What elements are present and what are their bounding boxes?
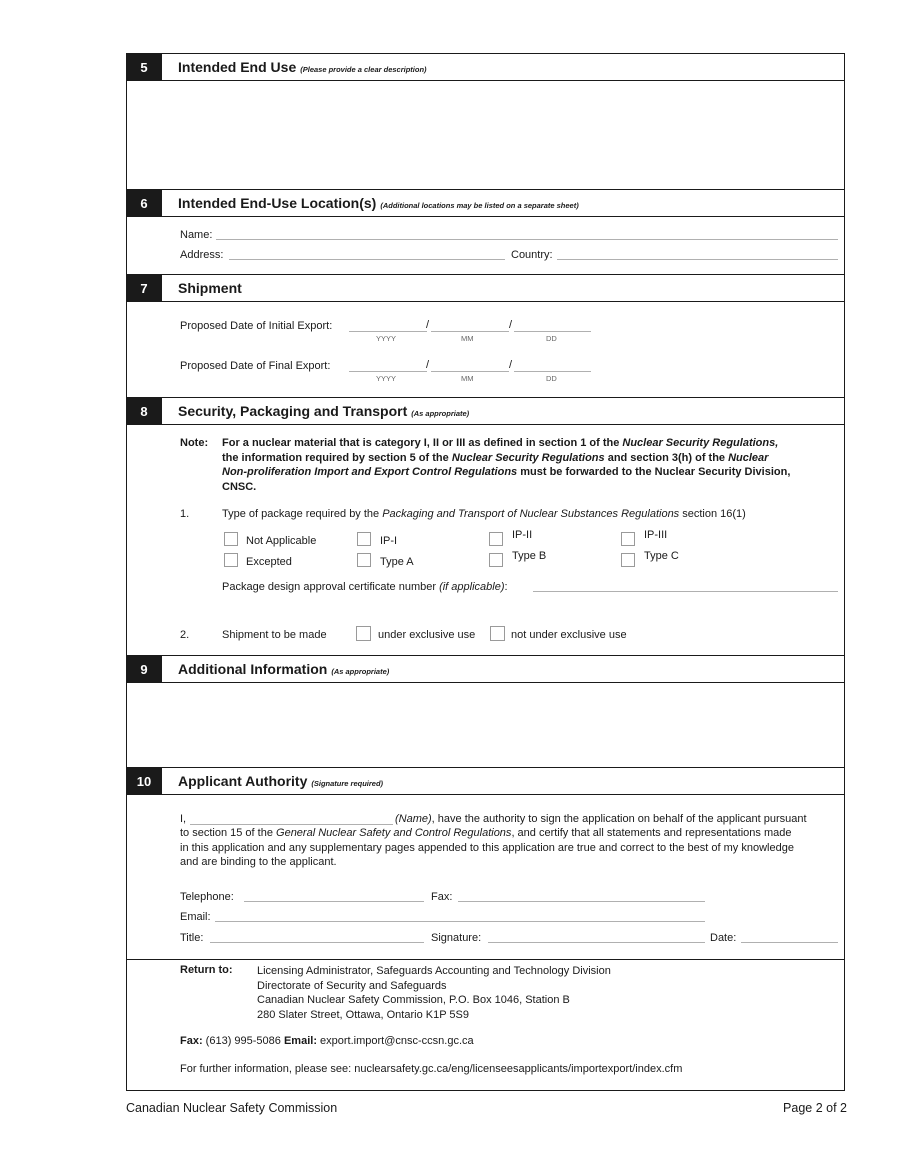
type-a-label: Type A <box>380 556 414 568</box>
date-slash: / <box>509 359 513 371</box>
dd-hint: DD <box>546 374 557 383</box>
telephone-label: Telephone: <box>180 891 234 903</box>
email-field[interactable] <box>215 921 705 922</box>
signature-field[interactable] <box>488 942 705 943</box>
note-label: Note: <box>180 437 209 449</box>
name-field[interactable] <box>216 239 838 240</box>
type-c-checkbox[interactable] <box>621 553 635 567</box>
section-title: Security, Packaging and Transport (As appropriate) <box>178 403 470 419</box>
exclusive-use-checkbox[interactable] <box>356 626 371 641</box>
date-slash: / <box>426 319 430 331</box>
date-slash: / <box>426 359 430 371</box>
initial-export-label: Proposed Date of Initial Export: <box>180 320 333 332</box>
section-title: Additional Information (As appropriate) <box>178 661 390 677</box>
country-label: Country: <box>511 249 553 261</box>
initial-day-field[interactable] <box>514 331 591 332</box>
section-title: Shipment <box>178 280 242 296</box>
final-month-field[interactable] <box>431 371 509 372</box>
authority-line-1: (Name), have the authority to sign the application on behalf of the applicant pursuant <box>395 813 807 825</box>
footer-page: Page 2 of 2 <box>783 1101 847 1115</box>
initial-month-field[interactable] <box>431 331 509 332</box>
yyyy-hint: YYYY <box>376 374 397 383</box>
exclusive-use-label: under exclusive use <box>378 629 476 641</box>
signature-label: Signature: <box>431 932 482 944</box>
section-title: Applicant Authority (Signature required) <box>178 773 384 789</box>
ip-iii-label: IP-III <box>644 529 668 541</box>
section-title: Intended End Use (Please provide a clear description) <box>178 59 427 75</box>
section-8-header <box>126 397 845 425</box>
authority-paragraph: to section 15 of the General Nuclear Safety and Control Regulations, and certify that all statements and representations made in this application and any supplementary pages appended to this application are true and correct to the best of my knowledge and are binding to the applicant. <box>180 827 794 868</box>
type-a-checkbox[interactable] <box>357 553 371 567</box>
title-field[interactable] <box>210 942 424 943</box>
ip-ii-checkbox[interactable] <box>489 532 503 546</box>
not-exclusive-use-label: not under exclusive use <box>511 629 627 641</box>
section-title: Intended End-Use Location(s) (Additional locations may be listed on a separate sheet) <box>178 195 579 211</box>
section-number: 7 <box>126 275 162 301</box>
address-label: Address: <box>180 249 224 261</box>
item-1-text: Type of package required by the Packaging and Transport of Nuclear Substances Regulations section 16(1) <box>222 508 746 520</box>
return-divider <box>126 959 845 960</box>
yyyy-hint: YYYY <box>376 334 397 343</box>
section-5-header <box>126 53 845 81</box>
item-2-label: Shipment to be made <box>222 629 327 641</box>
section-number: 10 <box>126 768 162 794</box>
section-number: 5 <box>126 54 162 80</box>
type-b-checkbox[interactable] <box>489 553 503 567</box>
date-slash: / <box>509 319 513 331</box>
final-day-field[interactable] <box>514 371 591 372</box>
telephone-field[interactable] <box>244 901 424 902</box>
applicant-name-field[interactable] <box>190 824 393 825</box>
mm-hint: MM <box>461 334 474 343</box>
not-applicable-checkbox[interactable] <box>224 532 238 546</box>
ip-i-label: IP-I <box>380 535 398 547</box>
address-field[interactable] <box>229 259 505 260</box>
country-field[interactable] <box>557 259 838 260</box>
date-label: Date: <box>710 932 737 944</box>
item-2-number: 2. <box>180 629 190 641</box>
section-7-header <box>126 274 845 302</box>
email-label: Email: <box>180 911 211 923</box>
type-b-label: Type B <box>512 550 547 562</box>
item-1-number: 1. <box>180 508 190 520</box>
section-9-header <box>126 655 845 683</box>
ip-iii-checkbox[interactable] <box>621 532 635 546</box>
section-number: 8 <box>126 398 162 424</box>
section-number: 9 <box>126 656 162 682</box>
fax-field[interactable] <box>458 901 705 902</box>
type-c-label: Type C <box>644 550 679 562</box>
excepted-label: Excepted <box>246 556 292 568</box>
fax-label: Fax: <box>431 891 453 903</box>
contact-line: Fax: (613) 995-5086 Email: export.import@cnsc-ccsn.gc.ca <box>180 1035 474 1047</box>
ip-ii-label: IP-II <box>512 529 533 541</box>
initial-year-field[interactable] <box>349 331 427 332</box>
return-to-label: Return to: <box>180 964 233 976</box>
not-applicable-label: Not Applicable <box>246 535 317 547</box>
i-label: I, <box>180 813 187 825</box>
section-10-header <box>126 767 845 795</box>
additional-info-textarea[interactable] <box>128 683 843 767</box>
final-export-label: Proposed Date of Final Export: <box>180 360 331 372</box>
return-address: Licensing Administrator, Safeguards Accounting and Technology Division Directorate of Security and Safeguards Canadian Nuclear Safety Commission, P.O. Box 1046, Station B 280 Slater Street, Ottawa, Ontario K1P 5S9 <box>257 965 611 1021</box>
section-number: 6 <box>126 190 162 216</box>
ip-i-checkbox[interactable] <box>357 532 371 546</box>
section-6-header <box>126 189 845 217</box>
footer-org: Canadian Nuclear Safety Commission <box>126 1101 338 1115</box>
name-label: Name: <box>180 229 213 241</box>
title-label: Title: <box>180 932 204 944</box>
mm-hint: MM <box>461 374 474 383</box>
certificate-label: Package design approval certificate number (if applicable): <box>222 581 508 593</box>
date-field[interactable] <box>741 942 838 943</box>
dd-hint: DD <box>546 334 557 343</box>
final-year-field[interactable] <box>349 371 427 372</box>
not-exclusive-use-checkbox[interactable] <box>490 626 505 641</box>
note-text: For a nuclear material that is category I, II or III as defined in section 1 of the Nuclear Security Regulations, the information required by section 5 of the Nuclear Security Regulations and section 3(h) of the Nuclear Non-proliferation Import and Export Control Regulations must be forwarded to the Nuclear Security Division, CNSC. <box>222 437 791 493</box>
excepted-checkbox[interactable] <box>224 553 238 567</box>
certificate-field[interactable] <box>533 591 838 592</box>
end-use-textarea[interactable] <box>128 81 843 188</box>
further-info: For further information, please see: nuclearsafety.gc.ca/eng/licenseesapplicants/importexport/index.cfm <box>180 1063 683 1075</box>
